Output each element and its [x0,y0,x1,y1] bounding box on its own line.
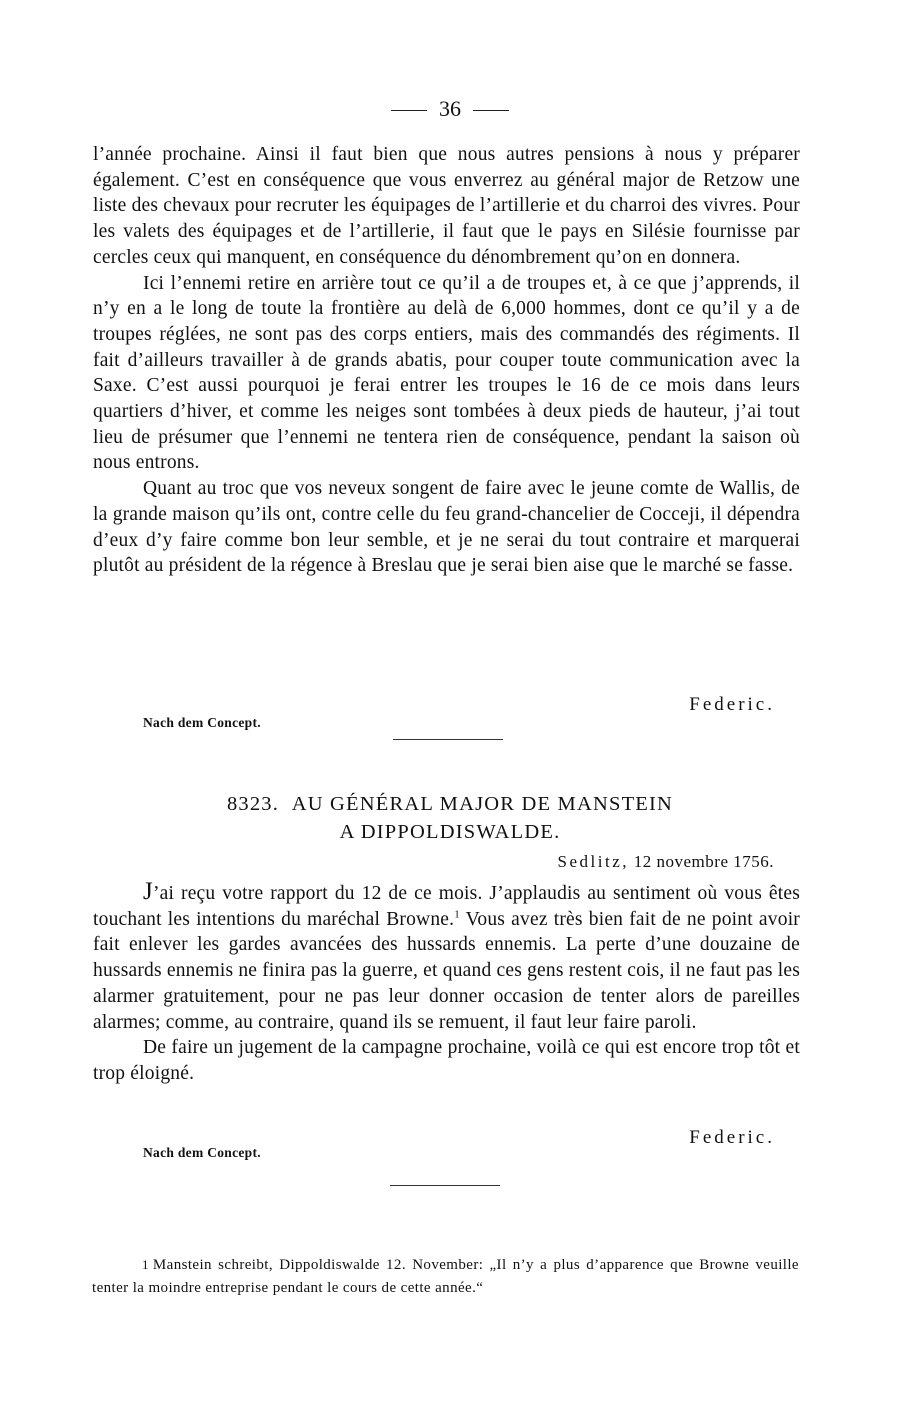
letter-b-date: 12 novembre 1756. [633,852,774,871]
footnote-reference-mark: 1 [454,908,460,921]
footnote-text: Manstein schreibt, Dippoldiswalde 12. November: „Il n’y a plus d’apparence que Browne veuille tenter la moindre entreprise pendant le cours de cette année.“ [92,1257,799,1296]
letter-b-heading-line-1 [0,790,900,818]
letter-b-dropcap: J [143,878,153,905]
section-divider-2 [390,1185,500,1186]
letter-b-place: Sedlitz, [557,852,630,871]
page-number-dash-left [391,110,427,111]
letter-b-paragraph-1 [93,879,800,1035]
letter-b-place-date [558,852,774,872]
footnote-number: 1 [142,1257,149,1272]
letter-a-source-note: Nach dem Concept. [143,715,261,730]
page-number: 36 [439,96,461,121]
page-number-header [0,96,900,122]
letter-a-paragraph-2: Ici l’ennemi retire en arrière tout ce qu’il a de troupes et, à ce que j’apprends, il n’y en a le long de toute la frontière au delà de 6,000 hommes, dont ce qu’il y a de troupes réglées, ne sont pas des corps entiers, mais des commandés des régiments. Il fait d’ailleurs travailler à de grands abatis, pour couper toute communication avec la Saxe. C’est aussi pourquoi je ferai entrer les troupes le 16 de ce mois dans leurs quartiers d’hiver, et comme les neiges sont tombées à deux pieds de hauteur, j’ai tout lieu de présumer que l’ennemi ne tentera rien de conséquence, pendant la saison où nous entrons. [93,272,800,474]
letter-b-paragraph-1-part-2: Vous avez très bien fait de ne point avoir fait enlever les gardes avancées des hussards ennemis. La perte d’une douzaine de hussards ennemis ne finira pas la guerre, et quand ces gens restent cois, il ne faut pas les alarmer gratuitement, pour ne pas leur donner occasion de tenter alors de pareilles alarmes; comme, au contraire, quand ils se remuent, il faut leur faire paroli. [93,908,801,1033]
letter-b-source-note: Nach dem Concept. [143,1145,261,1160]
letter-b-heading-line-2: A DIPPOLDISWALDE. [339,821,561,843]
letter-b-heading [0,790,900,846]
letter-a-signature: Federic. [689,694,775,715]
letter-number: 8323. [226,793,280,815]
footnote [92,1253,799,1300]
letter-a-body [93,142,800,579]
letter-b-signature: Federic. [689,1127,775,1148]
page-number-dash-right [473,110,509,111]
letter-b-paragraph-1-part-1: ’ai reçu votre rapport du 12 de ce mois. J’applaudis au sentiment où vous êtes touchant les intentions du maréchal Browne. [93,883,800,930]
letter-b-paragraph-2: De faire un jugement de la campagne prochaine, voilà ce qui est encore trop tôt et trop éloigné. [93,1037,800,1084]
letter-a-paragraph-3: Quant au troc que vos neveux songent de faire avec le jeune comte de Wallis, de la grande maison qu’ils ont, contre celle du feu grand-chancelier de Cocceji, il dépendra d’eux d’y faire comme bon leur semble, et je ne serai du tout contraire et marquerai plutôt au président de la régence à Breslau que je serai bien aise que le marché se fasse. [93,478,800,577]
letter-a-paragraph-1: l’année prochaine. Ainsi il faut bien que nous autres pensions à nous y préparer également. C’est en conséquence que vous enverrez au général major de Retzow une liste des chevaux pour recruter les équipages de l’artillerie et du charroi des vivres. Pour les valets des équipages et de l’artillerie, il faut que le pays en Silésie fournisse par cercles ceux qui manquent, en conséquence du dénombrement qu’on en donnera. [93,144,800,268]
letter-b-recipient: AU GÉNÉRAL MAJOR DE MANSTEIN [291,793,674,815]
letter-b-body [93,879,800,1087]
section-divider-1 [393,739,503,740]
